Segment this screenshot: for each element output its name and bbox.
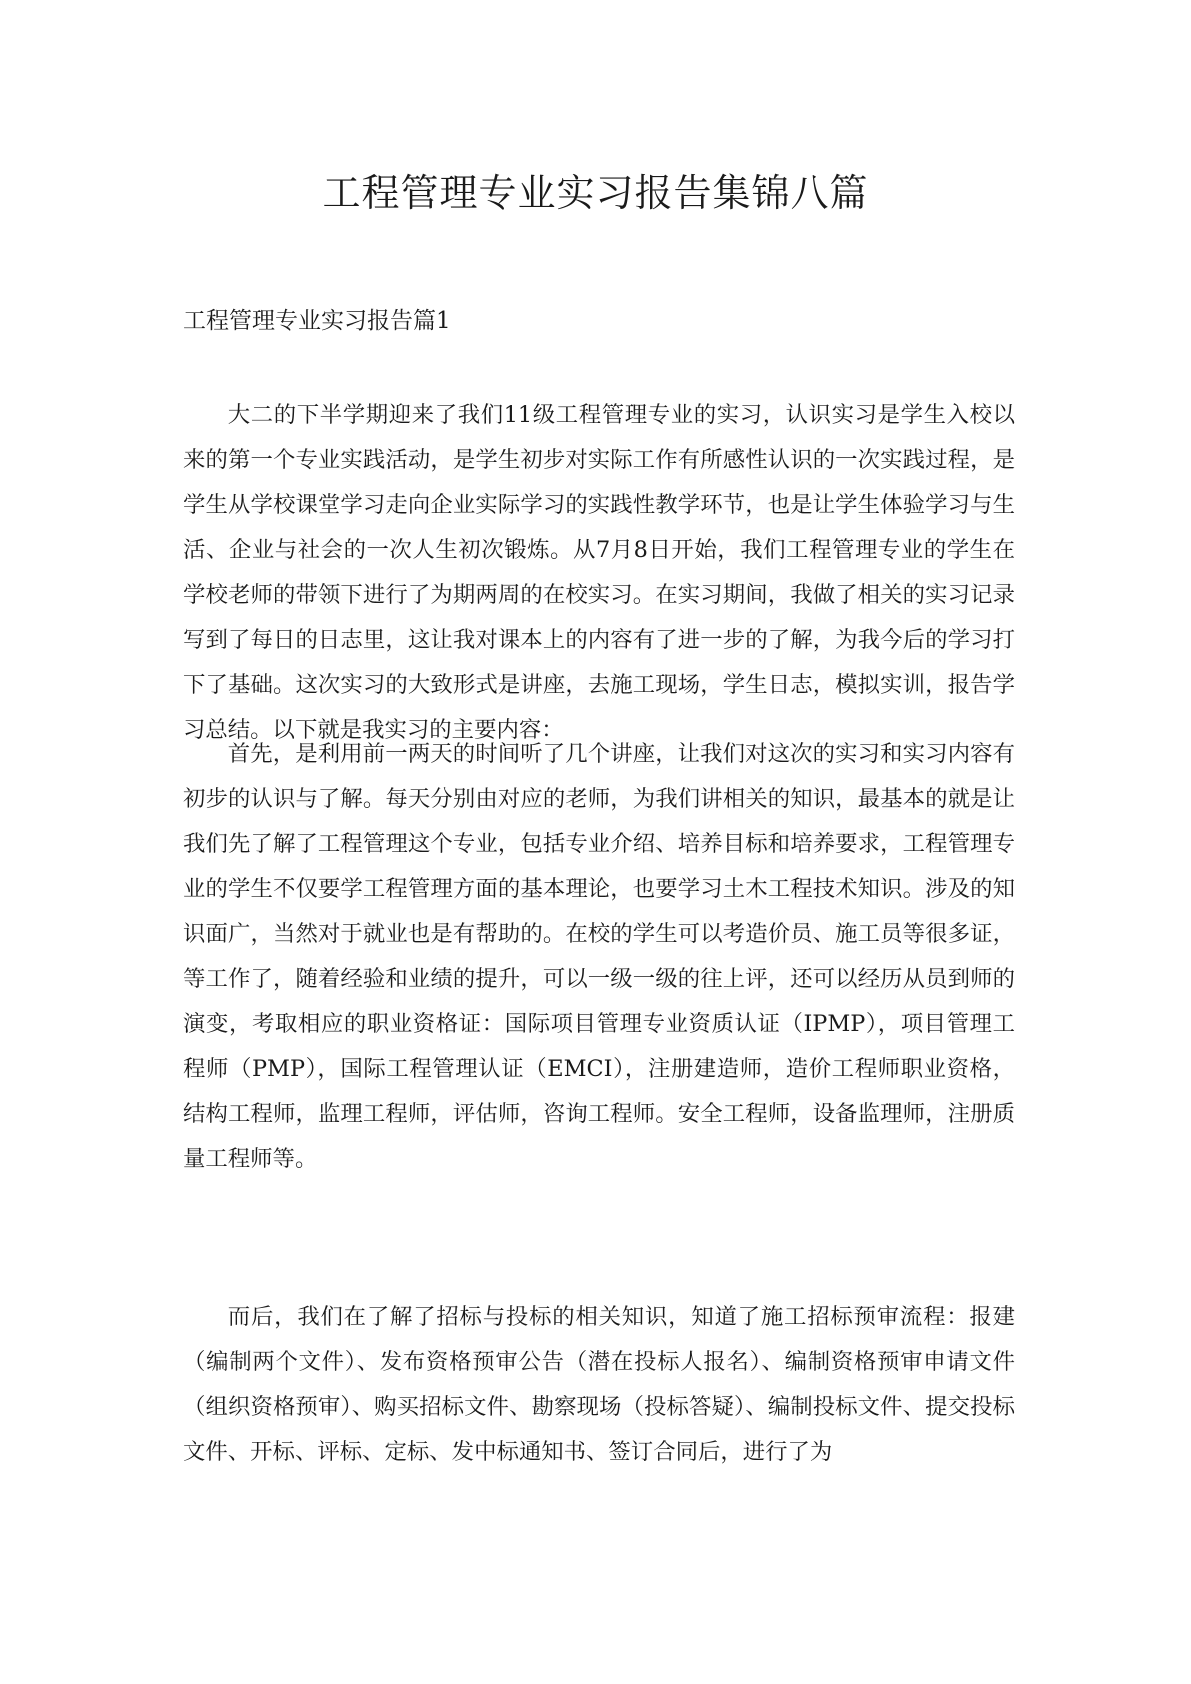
- paragraph-3: 而后，我们在了解了招标与投标的相关知识，知道了施工招标预审流程：报建（编制两个文件）、发布资格预审公告（潜在投标人报名）、编制资格预审申请文件（组织资格预审）、购买招标文件、勘察现场（投标答疑）、编制投标文件、提交投标文件、开标、评标、定标、发中标通知书、签订合同后，进行了为: [183, 1304, 1015, 1465]
- document-title: 工程管理专业实习报告集锦八篇: [322, 171, 869, 215]
- section-heading: 工程管理专业实习报告篇1: [183, 308, 451, 334]
- paragraph-2: 首先，是利用前一两天的时间听了几个讲座，让我们对这次的实习和实习内容有初步的认识与了解。每天分别由对应的老师，为我们讲相关的知识，最基本的就是让我们先了解了工程管理这个专业，包括专业介绍、培养目标和培养要求，工程管理专业的学生不仅要学工程管理方面的基本理论，也要学习土木工程技术知识。涉及的知识面广，当然对于就业也是有帮助的。在校的学生可以考造价员、施工员等很多证，等工作了，随着经验和业绩的提升，可以一级一级的往上评，还可以经历从员到师的演变，考取相应的职业资格证：国际项目管理专业资质认证（IPMP），项目管理工程师（PMP），国际工程管理认证（EMCI），注册建造师，造价工程师职业资格，结构工程师，监理工程师，评估师，咨询工程师。安全工程师，设备监理师，注册质量工程师等。: [183, 741, 1015, 1172]
- paragraph-1: 大二的下半学期迎来了我们11级工程管理专业的实习，认识实习是学生入校以来的第一个专业实践活动，是学生初步对实际工作有所感性认识的一次实践过程，是学生从学校课堂学习走向企业实际学习的实践性教学环节，也是让学生体验学习与生活、企业与社会的一次人生初次锻炼。从7月8日开始，我们工程管理专业的学生在学校老师的带领下进行了为期两周的在校实习。在实习期间，我做了相关的实习记录写到了每日的日志里，这让我对课本上的内容有了进一步的了解，为我今后的学习打下了基础。这次实习的大致形式是讲座，去施工现场，学生日志，模拟实训，报告学习总结。以下就是我实习的主要内容：: [183, 402, 1015, 743]
